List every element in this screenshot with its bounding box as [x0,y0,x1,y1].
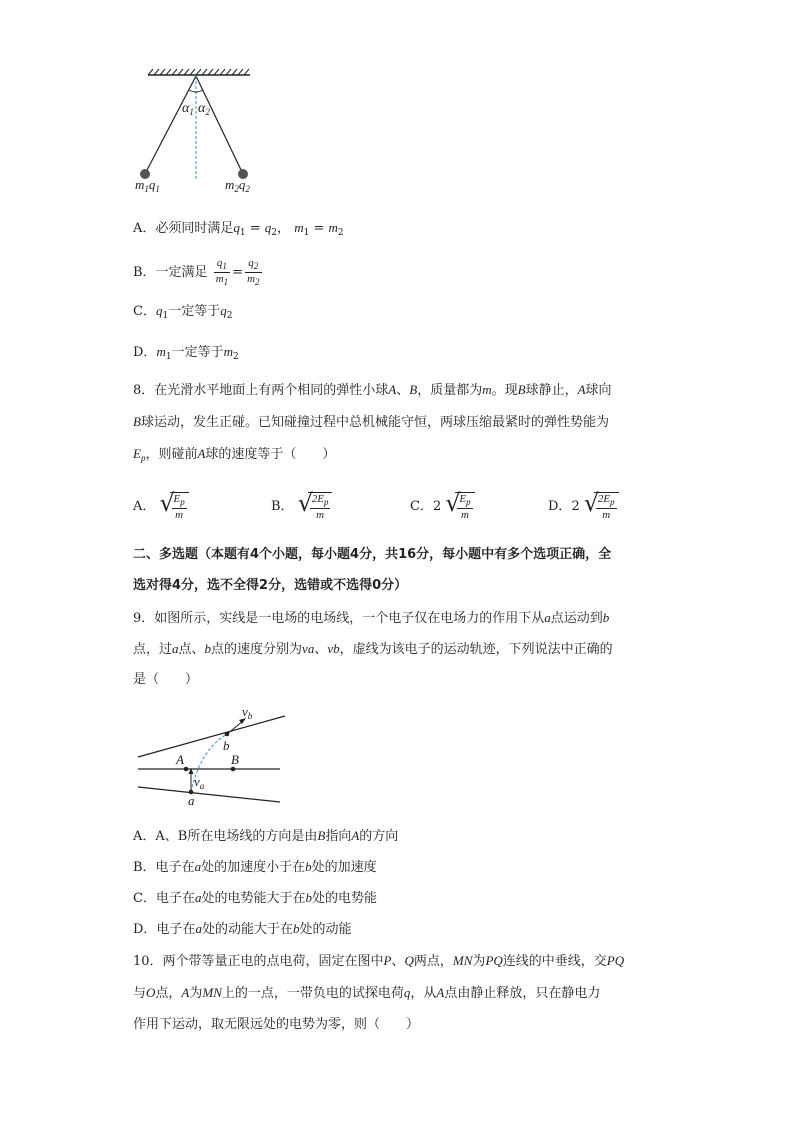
fraction-q2-m2: $\frac{q_2}{m_2}$ [247,257,260,287]
field-line-figure [130,700,290,810]
q8-stem-line3: $E_p$，则碰前A球的速度等于（ ） [133,446,336,463]
q8-option-c: C．2 √ $\frac{E_p}{m}$ [410,492,475,521]
alpha1-label: $\alpha_1$ [182,101,194,117]
q8-option-b: B． √ $\frac{2E_p}{m}$ [271,492,332,521]
q9-stem-line2: 点，过a点、b点的速度分别为va、vb，虚线为该电子的运动轨迹，下列说法中正确的 [133,641,613,657]
b-label: b [223,738,230,753]
q10-stem-line2: 与O点，A为MN上的一点，一带负电的试探电荷q，从A点由静止释放，只在静电力 [133,985,601,1001]
q8-option-d: D．2 √ $\frac{2E_p}{m}$ [548,492,619,521]
fraction-q1-m1: $\frac{q_1}{m_1}$ [215,257,229,287]
va-label: $v_a$ [194,774,205,791]
section2-heading-line2: 选对得4分，选不全得2分，选错或不选得0分） [133,578,408,593]
q10-stem-line3: 作用下运动，取无限远处的电势为零，则（ ） [133,1017,420,1032]
q7-option-b: B．一定满足 $\frac{q_1}{m_1}$ = $\frac{q_2}{m_2}$ [133,257,260,287]
q9-option-b: B．电子在a处的加速度小于在b处的加速度 [133,859,377,875]
q7-option-a: A．必须同时满足$q_1 = q_2$， $m_1 = m_2$ [133,220,344,238]
upper-field-line [138,716,285,757]
point-b [225,732,230,737]
point-A [184,767,189,772]
q10-stem-line1: 10．两个带等量正电的点电荷，固定在图中P、Q两点，MN为PQ连线的中垂线，交PQ [133,953,625,969]
left-string [146,76,196,172]
left-ball-label: $m_1q_1$ [135,177,160,194]
section2-heading-line1: 二、多选题（本题有4个小题，每小题4分，共16分，每小题中有多个选项正确，全 [133,547,612,562]
a-label: a [188,793,195,808]
lower-field-line [138,787,280,802]
alpha2-label: $\alpha_2$ [198,101,210,117]
q9-option-d: D．电子在a处的动能大于在b处的动能 [133,921,352,937]
q7-option-d: D．$m_1$一定等于$m_2$ [133,344,239,362]
vb-label: $v_b$ [242,704,253,721]
q8-option-a: A． √ $\frac{E_p}{m}$ [133,492,189,521]
q9-stem-line3: 是（ ） [133,672,199,687]
q8-stem-line2: B球运动，发生正碰。已知碰撞过程中总机械能守恒，两球压缩最紧时的弹性势能为 [133,414,609,430]
q9-option-c: C．电子在a处的电势能大于在b处的电势能 [133,890,377,906]
vb-arrow [227,721,243,734]
q9-stem-line1: 9．如图所示，实线是一电场的电场线，一个电子仅在电场力的作用下从a点运动到b [133,610,610,626]
A-label: A [176,752,184,767]
q8-stem-line1: 8．在光滑水平地面上有两个相同的弹性小球A、B，质量都为m。现B球静止，A球向 [133,382,612,398]
q7-option-c: C．$q_1$一定等于$q_2$ [133,303,233,321]
right-ball-label: $m_2q_2$ [225,177,250,194]
B-label: B [231,752,239,767]
q9-option-a: A．A、B所在电场线的方向是由B指向A的方向 [133,828,399,844]
ceiling-hatch [148,69,249,75]
